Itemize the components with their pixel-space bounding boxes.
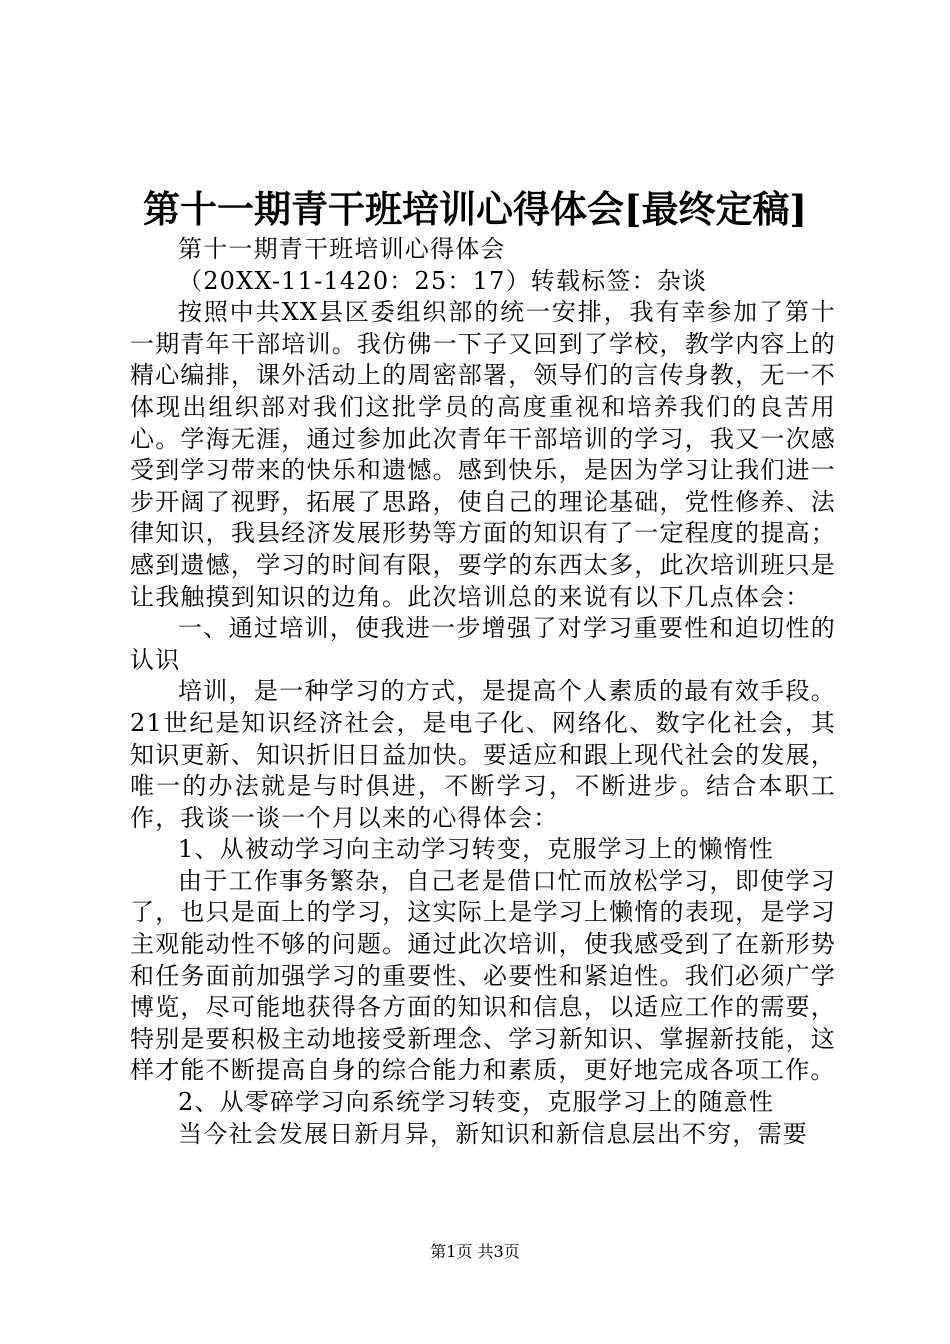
paragraph-section-1: 培训，是一种学习的方式，是提高个人素质的最有效手段。21世纪是知识经济社会，是电子化、网络化、数字化社会，其知识更新、知识折旧日益加快。要适应和跟上现代社会的发展，唯一的办法就是与时俱进，不断学习，不断进步。结合本职工作，我谈一谈一个月以来的心得体会： <box>130 677 836 832</box>
document-title: 第十一期青干班培训心得体会[最终定稿] <box>142 187 807 231</box>
page-footer: 第1页 共3页 <box>430 1242 520 1261</box>
document-body <box>130 234 836 1150</box>
paragraph-intro: 按照中共XX县区委组织部的统一安排，我有幸参加了第十一期青年干部培训。我仿佛一下子又回到了学校，教学内容上的精心编排，课外活动上的周密部署，领导们的言传身教，无一不体现出组织部对我们这批学员的高度重视和培养我们的良苦用心。学海无涯，通过参加此次青年干部培训的学习，我又一次感受到学习带来的快乐和遗憾。感到快乐，是因为学习让我们进一步开阔了视野，拓展了思路，使自己的理论基础，党性修养、法律知识，我县经济发展形势等方面的知识有了一定程度的提高；感到遗憾，学习的时间有限，要学的东西太多，此次培训班只是让我触摸到知识的边角。此次培训总的来说有以下几点体会： <box>130 298 836 611</box>
heading-section-1: 一、通过培训，使我进一步增强了对学习重要性和迫切性的认识 <box>130 614 836 674</box>
paragraph-point-2: 当今社会发展日新月异，新知识和新信息层出不穷，需要 <box>178 1119 808 1148</box>
paragraph-point-1: 由于工作事务繁杂，自己老是借口忙而放松学习，即使学习了，也只是面上的学习，这实际上是学习上懒惰的表现，是学习主观能动性不够的问题。通过此次培训，使我感受到了在新形势和任务面前加强学习的重要性、必要性和紧迫性。我们必须广学博览，尽可能地获得各方面的知识和信息，以适应工作的需要，特别是要积极主动地接受新理念、学习新知识、掌握新技能，这样才能不断提高自身的综合能力和素质，更好地完成各项工作。 <box>130 866 836 1085</box>
heading-point-2: 2、从零碎学习向系统学习转变，克服学习上的随意性 <box>178 1088 775 1117</box>
heading-point-1: 1、从被动学习向主动学习转变，克服学习上的懒惰性 <box>178 835 775 864</box>
paragraph-meta: （20XX-11-1420：25：17）转载标签：杂谈 <box>178 266 708 295</box>
paragraph-subtitle: 第十一期青干班培训心得体会 <box>178 235 506 263</box>
